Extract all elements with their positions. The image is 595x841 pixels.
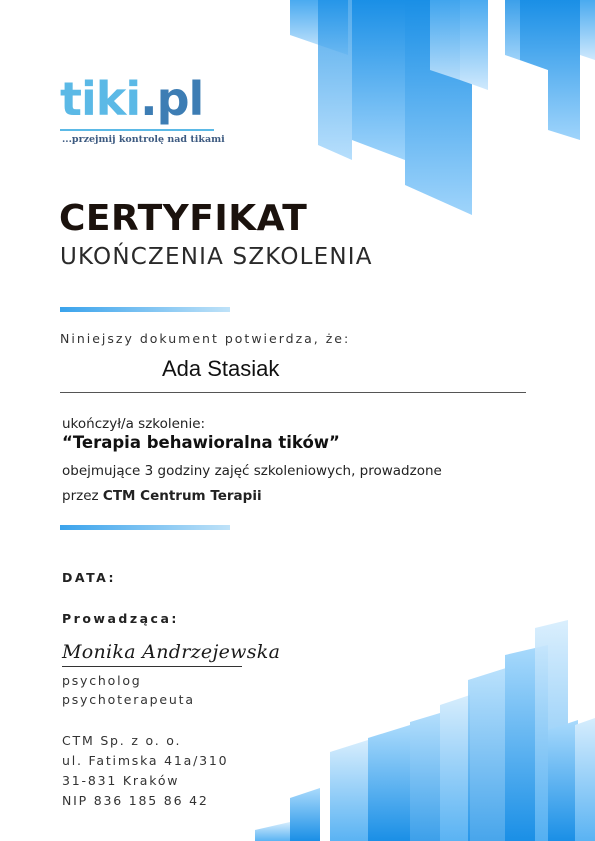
accent-bar-top <box>60 307 230 312</box>
recipient-underline <box>60 392 526 393</box>
logo-underline <box>60 129 214 131</box>
company-street: ul. Fatimska 41a/310 <box>62 753 229 768</box>
logo-part-tiki: tiki <box>60 72 141 126</box>
instructor-role-1: psycholog <box>62 673 142 688</box>
company-city: 31-831 Kraków <box>62 773 180 788</box>
accent-bar-bottom <box>60 525 230 530</box>
signature-line <box>62 666 242 667</box>
instructor-role-2: psychoterapeuta <box>62 692 195 707</box>
company-nip: NIP 836 185 86 42 <box>62 793 209 808</box>
course-description: obejmujące 3 godziny zajęć szkoleniowych, prowadzone <box>62 463 442 479</box>
certificate-subtitle: UKOŃCZENIA SZKOLENIA <box>60 244 373 270</box>
date-label: DATA: <box>62 570 117 585</box>
tiki-logo <box>60 72 225 145</box>
completed-label: ukończył/a szkolenie: <box>62 416 206 432</box>
company-name: CTM Sp. z o. o. <box>62 733 182 748</box>
logo-part-pl: .pl <box>140 72 204 126</box>
certificate-title: CERTYFIKAT <box>59 198 308 239</box>
provider-prefix: przez <box>62 488 99 504</box>
logo-wordmark <box>60 72 204 126</box>
intro-text: Niniejszy dokument potwierdza, że: <box>60 331 351 346</box>
logo-tagline: ...przejmij kontrolę nad tikami <box>62 134 225 145</box>
recipient-name: Ada Stasiak <box>162 356 280 381</box>
course-provider <box>62 488 262 504</box>
instructor-label: Prowadząca: <box>62 611 179 626</box>
instructor-signature: Monika Andrzejewska <box>62 641 281 663</box>
provider-name: CTM Centrum Terapii <box>102 488 262 504</box>
course-title: “Terapia behawioralna tików” <box>62 433 340 452</box>
